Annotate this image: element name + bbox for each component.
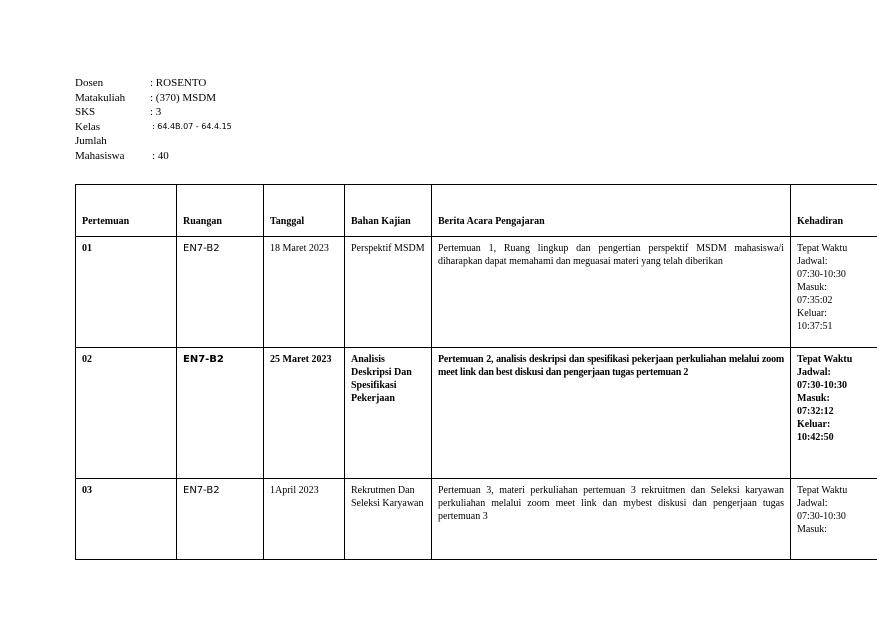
- table-row: [76, 237, 877, 348]
- pertemuan-cell: 02: [76, 348, 177, 479]
- kehadiran-cell: Tepat Waktu Jadwal: 07:30-10:30 Masuk: 07:32:12 Keluar: 10:42:50: [791, 348, 877, 479]
- ruangan-cell: EN7-B2: [177, 348, 264, 479]
- column-header-ruangan: Ruangan: [177, 185, 264, 237]
- course-info: [75, 76, 335, 163]
- kehadiran-cell: Tepat Waktu Jadwal: 07:30-10:30 Masuk:: [791, 479, 877, 560]
- column-header-tanggal: Tanggal: [264, 185, 345, 237]
- sks-value: : 3: [150, 106, 162, 118]
- tanggal-cell: 1April 2023: [264, 479, 345, 560]
- ruangan-cell: EN7-B2: [177, 479, 264, 560]
- jumlah-mahasiswa-label: Jumlah Mahasiswa: [75, 135, 125, 162]
- table-row: [76, 348, 877, 479]
- sks-row: [75, 105, 335, 120]
- attendance-table-container: [75, 184, 853, 544]
- tanggal-cell: 18 Maret 2023: [264, 237, 345, 348]
- kelas-value: : 64.4B.07 - 64.4.15: [152, 121, 232, 131]
- jumlah-mahasiswa-row: [75, 134, 335, 163]
- matakuliah-value: : (370) MSDM: [150, 91, 217, 104]
- dosen-row: [75, 76, 335, 91]
- kelas-label: Kelas: [75, 120, 101, 133]
- berita-acara-cell: Pertemuan 1, Ruang lingkup dan pengertian perspektif MSDM mahasiswa/i diharapkan dapat memahami dan meguasai materi yang telah diberikan: [432, 237, 791, 348]
- kehadiran-cell: Tepat Waktu Jadwal: 07:30-10:30 Masuk: 07:35:02 Keluar: 10:37:51: [791, 237, 877, 348]
- pertemuan-cell: 01: [76, 237, 177, 348]
- berita-acara-cell: Pertemuan 3, materi perkuliahan pertemuan 3 rekruitmen dan Seleksi karyawan perkuliahan melalui zoom meet link dan mybest diskusi dan pengerjaan tugas pertemuan 3: [432, 479, 791, 560]
- sks-label: SKS: [75, 106, 96, 118]
- column-header-bahan-kajian: Bahan Kajian: [345, 185, 432, 237]
- jumlah-mahasiswa-value: : 40: [152, 149, 169, 162]
- berita-acara-cell: Pertemuan 2, analisis deskripsi dan spesifikasi pekerjaan perkuliahan melalui zoom meet link dan best diskusi dan pengerjaan tugas pertemuan 2: [432, 348, 791, 479]
- bahan-kajian-cell: Perspektif MSDM: [345, 237, 432, 348]
- ruangan-cell: EN7-B2: [177, 237, 264, 348]
- bahan-kajian-cell: Rekrutmen Dan Seleksi Karyawan: [345, 479, 432, 560]
- dosen-label: Dosen: [75, 77, 104, 89]
- pertemuan-cell: 03: [76, 479, 177, 560]
- column-header-berita-acara: Berita Acara Pengajaran: [432, 185, 791, 237]
- table-header-row: [76, 185, 877, 237]
- column-header-kehadiran: Kehadiran: [791, 185, 877, 237]
- matakuliah-row: [75, 91, 335, 106]
- table-row: [76, 479, 877, 560]
- attendance-table: [75, 184, 877, 560]
- matakuliah-label: Matakuliah: [75, 91, 126, 104]
- dosen-value: : ROSENTO: [150, 77, 207, 89]
- column-header-pertemuan: Pertemuan: [76, 185, 177, 237]
- tanggal-cell: 25 Maret 2023: [264, 348, 345, 479]
- bahan-kajian-cell: Analisis Deskripsi Dan Spesifikasi Pekerjaan: [345, 348, 432, 479]
- kelas-row: [75, 120, 335, 135]
